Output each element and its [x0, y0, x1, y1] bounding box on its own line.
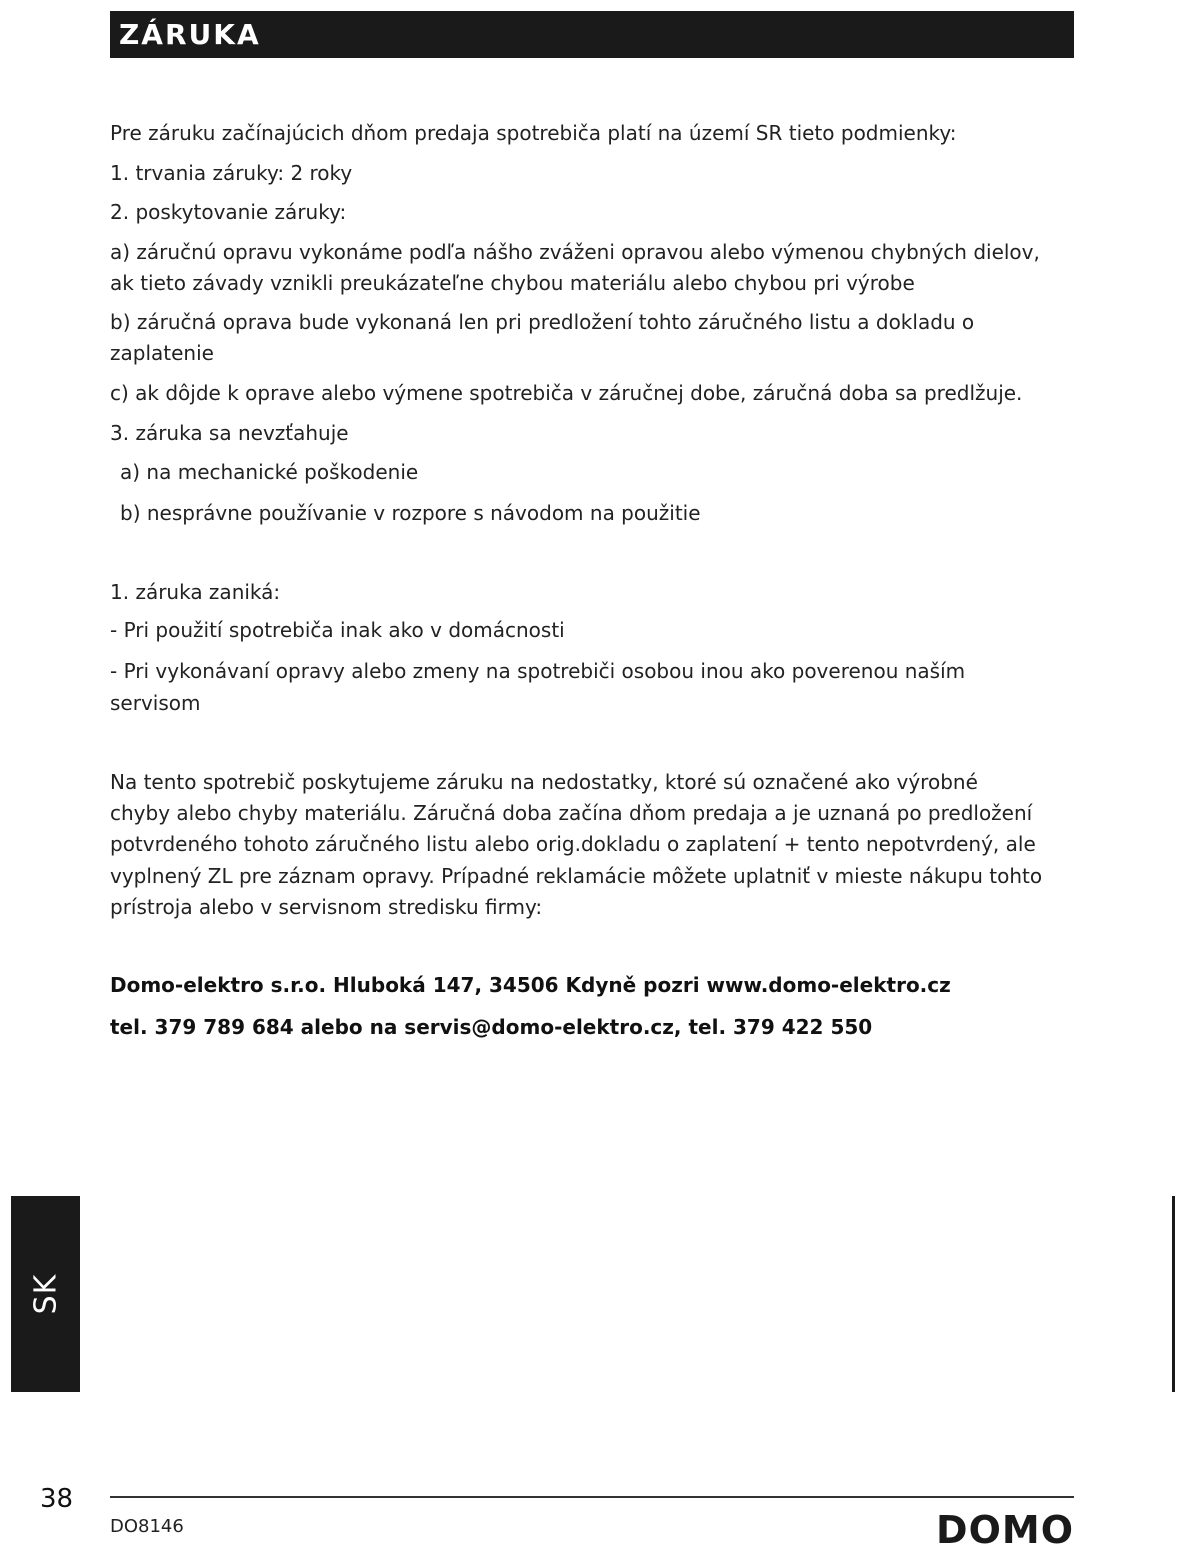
termination-title: 1. záruka zaniká:: [110, 580, 281, 604]
paragraph-line-5: prístroja alebo v servisnom stredisku firmy:: [110, 895, 543, 919]
section-title: ZÁRUKA: [119, 18, 261, 51]
exclusion-b: b) nesprávne používanie v rozpore s návodom na použitie: [120, 501, 701, 525]
contact-phone: tel. 379 789 684 alebo na servis@domo-elektro.cz, tel. 379 422 550: [110, 1015, 873, 1039]
paragraph-line-2: chyby alebo chyby materiálu. Záručná doba začína dňom predaja a je uznaná po predložení: [110, 801, 1033, 825]
termination-item-2-line2: servisom: [110, 691, 201, 715]
brand-logo: DOMO: [936, 1508, 1074, 1552]
side-marker-rule: [1172, 1196, 1175, 1392]
paragraph-line-4: vyplnený ZL pre záznam opravy. Prípadné reklamácie môžete uplatniť v mieste nákupu tohto: [110, 864, 1043, 888]
term-b-line1: b) záručná oprava bude vykonaná len pri predložení tohto záručného listu a dokladu o: [110, 310, 975, 334]
language-tab: [11, 1196, 80, 1392]
contact-address: Domo-elektro s.r.o. Hluboká 147, 34506 Kdyně pozri www.domo-elektro.cz: [110, 973, 951, 997]
term-b-line2: zaplatenie: [110, 341, 214, 365]
term-c: c) ak dôjde k oprave alebo výmene spotrebiča v záručnej dobe, záručná doba sa predlžuje.: [110, 381, 1023, 405]
term-exclusions: 3. záruka sa nevzťahuje: [110, 421, 349, 445]
term-duration: 1. trvania záruky: 2 roky: [110, 161, 353, 185]
term-a-line1: a) záručnú opravu vykonáme podľa nášho zváženi opravou alebo výmenou chybných dielov,: [110, 240, 1040, 264]
term-a-line2: ak tieto závady vznikli preukázateľne chybou materiálu alebo chybou pri výrobe: [110, 271, 915, 295]
exclusion-a: a) na mechanické poškodenie: [120, 460, 419, 484]
term-provision: 2. poskytovanie záruky:: [110, 200, 347, 224]
paragraph-line-1: Na tento spotrebič poskytujeme záruku na nedostatky, ktoré sú označené ako výrobné: [110, 770, 978, 794]
language-label: SK: [28, 1273, 63, 1315]
page-number: 38: [40, 1484, 74, 1514]
section-header-bar: [110, 11, 1074, 58]
footer-divider: [110, 1496, 1074, 1498]
paragraph-line-3: potvrdeného tohoto záručného listu alebo orig.dokladu o zaplatení + tento nepotvrdený, ale: [110, 832, 1036, 856]
termination-item-1: - Pri použití spotrebiča inak ako v domácnosti: [110, 618, 565, 642]
intro-text: Pre záruku začínajúcich dňom predaja spotrebiča platí na území SR tieto podmienky:: [110, 121, 957, 145]
termination-item-2-line1: - Pri vykonávaní opravy alebo zmeny na spotrebiči osobou inou ako poverenou naším: [110, 659, 966, 683]
model-number: DO8146: [110, 1516, 184, 1537]
